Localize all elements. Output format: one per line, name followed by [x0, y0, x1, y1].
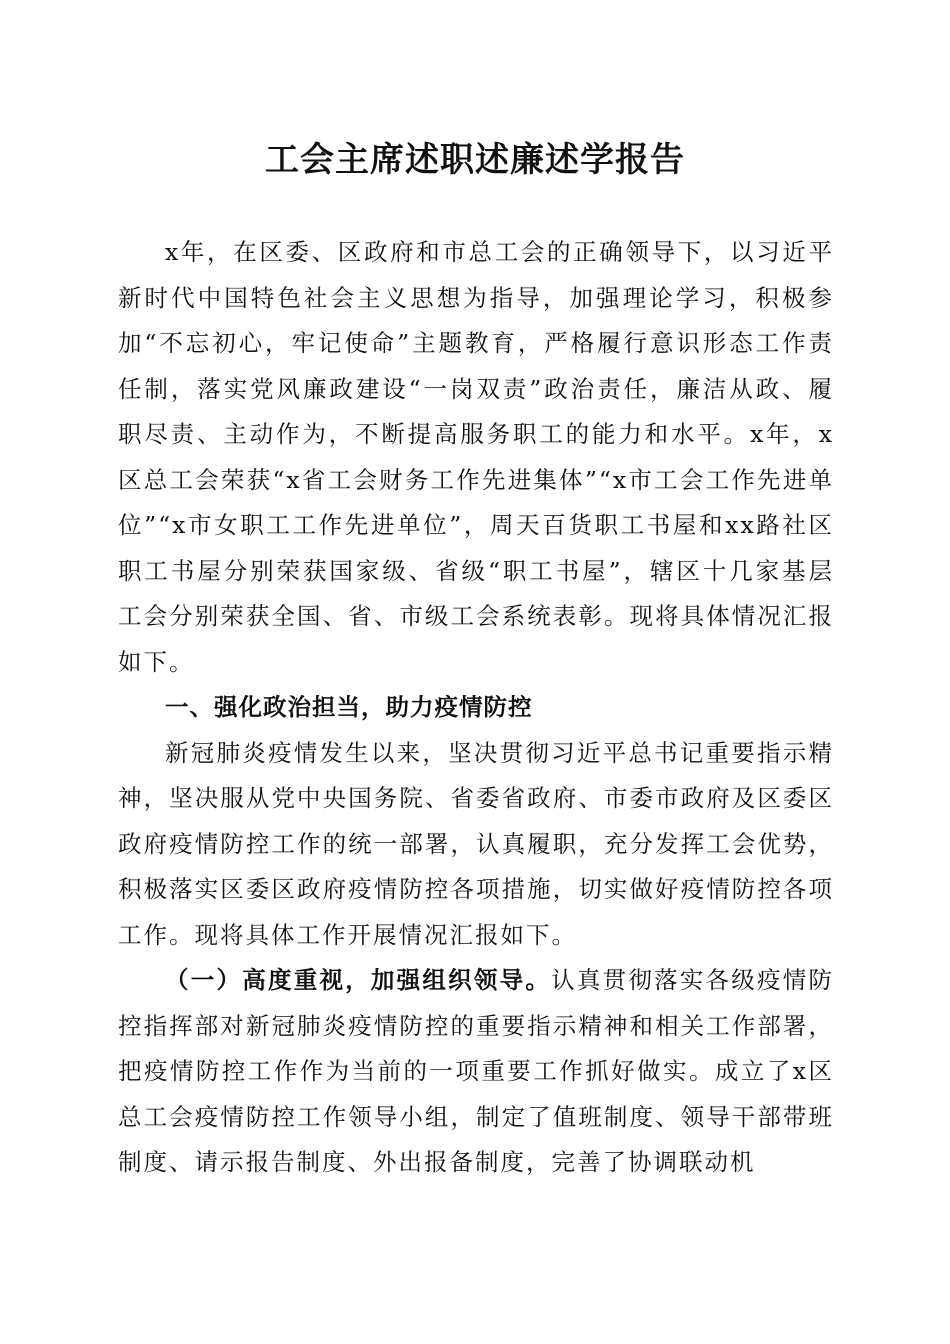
section-heading-text: 一、强化政治担当，助力疫情防控 — [165, 693, 533, 721]
subsection-lead: （一）高度重视，加强组织领导。 — [165, 966, 552, 994]
intro-paragraph — [118, 230, 834, 685]
section-paragraph-text: 新冠肺炎疫情发生以来，坚决贯彻习近平总书记重要指示精神，坚决服从党中央国务院、省委省政府、市委市政府及区委区政府疫情防控工作的统一部署，认真履职，充分发挥工会优势，积极落实区委区政府疫情防控各项措施，切实做好疫情防控各项工作。现将具体工作开展情况汇报如下。 — [118, 738, 834, 949]
section-paragraph — [118, 731, 834, 959]
intro-paragraph-text: x年，在区委、区政府和市总工会的正确领导下，以习近平新时代中国特色社会主义思想为指导，加强理论学习，积极参加“不忘初心，牢记使命”主题教育，严格履行意识形态工作责任制，落实党风廉政建设“一岗双责”政治责任，廉洁从政、履职尽责、主动作为，不断提高服务职工的能力和水平。x年，x区总工会荣获“x省工会财务工作先进集体”“x市工会工作先进单位”“x市女职工工作先进单位”，周天百货职工书屋和xx路社区职工书屋分别荣获国家级、省级“职工书屋”，辖区十几家基层工会分别荣获全国、省、市级工会系统表彰。现将具体情况汇报如下。 — [118, 238, 834, 676]
subsection-paragraph-text: 认真贯彻落实各级疫情防控指挥部对新冠肺炎疫情防控的重要指示精神和相关工作部署，把疫情防控工作作为当前的一项重要工作抓好做实。成立了x区总工会疫情防控工作领导小组，制定了值班制度、领导干部带班制度、请示报告制度、外出报备制度，完善了协调联动机 — [118, 966, 835, 1176]
document-body — [118, 230, 834, 1186]
document-title: 工会主席述职述廉述学报告 — [265, 140, 685, 180]
subsection-paragraph — [118, 958, 834, 1186]
section-heading — [118, 685, 834, 731]
